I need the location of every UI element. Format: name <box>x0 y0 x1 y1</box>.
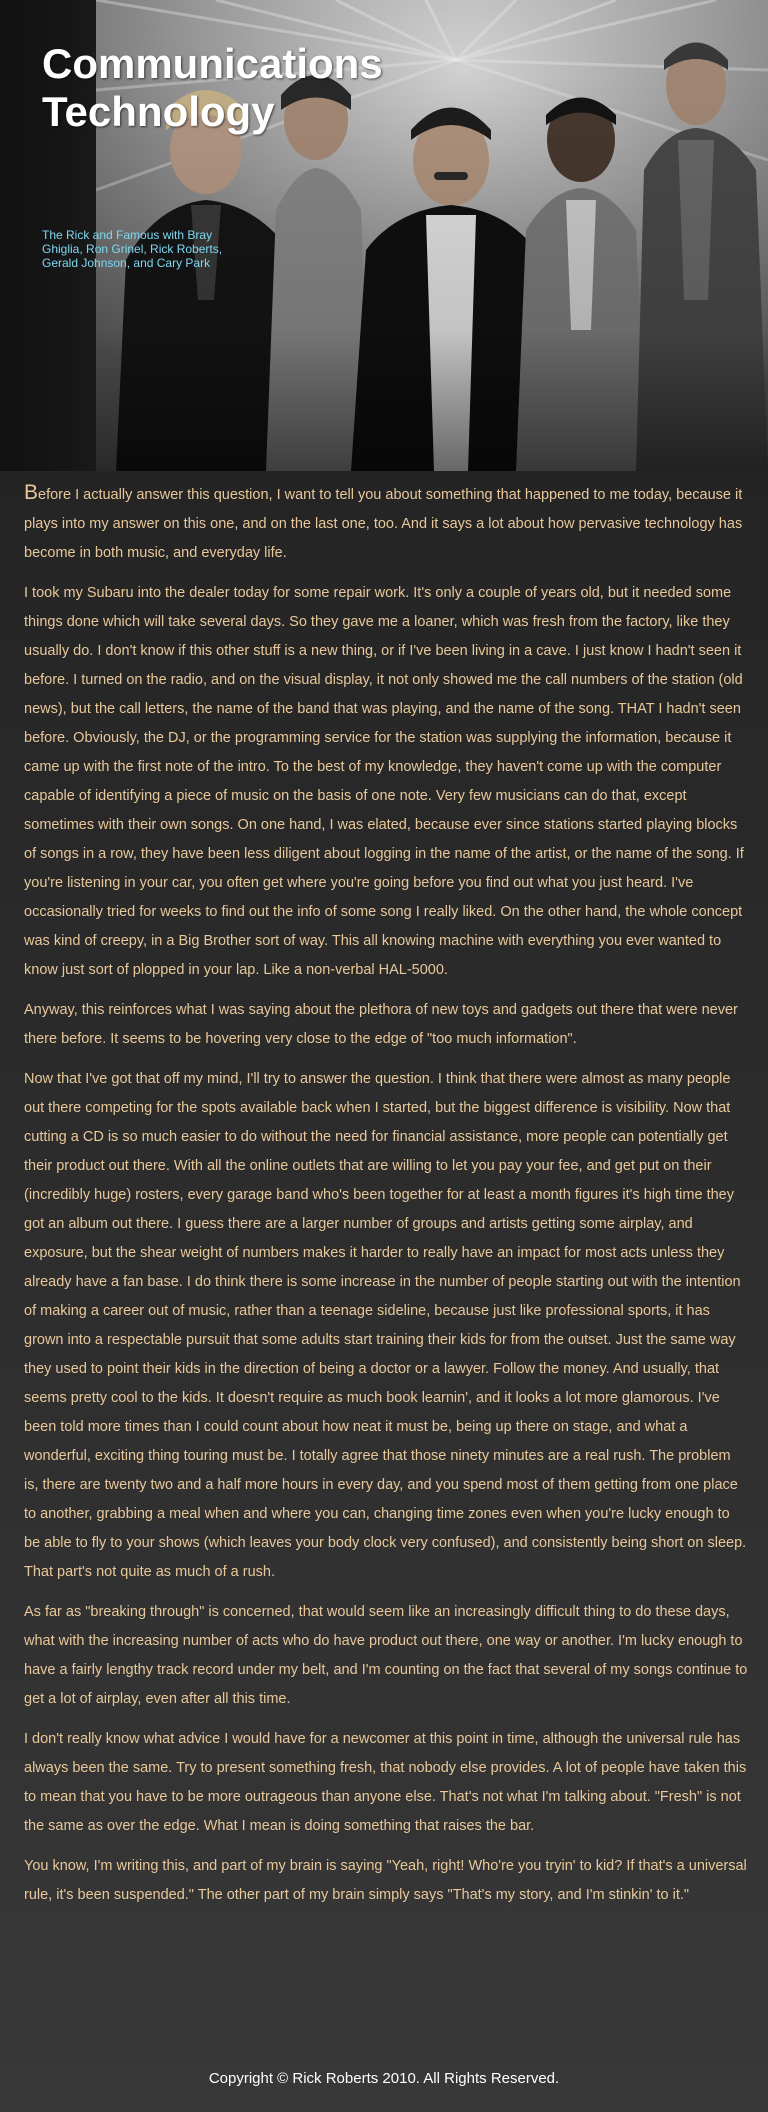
paragraph-1-text: efore I actually answer this question, I want to tell you about something that happened to me today, because it plays into my answer on this one, and on the last one, too. And it says a lot about how pervasive technology has become in both music, and everyday life. <box>24 487 743 561</box>
paragraph-3: Anyway, this reinforces what I was saying about the plethora of new toys and gadgets out there that were never there before. It seems to be hovering very close to the edge of "too much information". <box>24 1002 738 1047</box>
paragraph-6: I don't really know what advice I would have for a newcomer at this point in time, although the universal rule has always been the same. Try to present something fresh, that nobody else provides. A lot of people have taken this to mean that you have to be more outrageous than anyone else. That's not what I'm talking about. "Fresh" is not the same as over the edge. What I mean is doing something that raises the bar. <box>24 1731 747 1834</box>
drop-cap-letter: B <box>24 481 39 504</box>
footer-copyright: Copyright © Rick Roberts 2010. All Rights Reserved. <box>208 2070 560 2087</box>
paragraph-5: As far as "breaking through" is concerned, that would seem like an increasingly difficult thing to do these days, what with the increasing number of acts who do have product out there, one way or another. I'm lucky enough to have a fairly lengthy track record under my belt, and I'm counting on the fact that several of my songs continue to get a lot of airplay, even after all this time. <box>24 1604 748 1707</box>
photo-caption: The Rick and Famous with Bray Ghiglia, Ron Grinel, Rick Roberts, Gerald Johnson, and Cary Park <box>42 228 223 270</box>
paragraph-1 <box>24 478 748 568</box>
article-body <box>24 478 748 1921</box>
paragraph-7: You know, I'm writing this, and part of my brain is saying "Yeah, right! Who're you tryin' to kid? If that's a universal rule, it's been suspended." The other part of my brain simply says "That's my story, and I'm stinkin' to it." <box>24 1858 747 1903</box>
page-title <box>42 40 442 136</box>
header <box>0 0 768 471</box>
page-title-line1: Communications <box>42 40 383 87</box>
paragraph-2: I took my Subaru into the dealer today for some repair work. It's only a couple of years old, but it needed some things done which will take several days. So they gave me a loaner, which was fresh from the factory, like they usually do. I don't know if this other stuff is a new thing, or if I've been living in a cave. I just know I hadn't seen it before. I turned on the radio, and on the visual display, it not only showed me the call numbers of the station (old news), but the call letters, the name of the band that was playing, and the name of the song. THAT I hadn't seen before. Obviously, the DJ, or the programming service for the station was supplying the information, because it came up with the first note of the intro. To the best of my knowledge, they haven't come up with the computer capable of identifying a piece of music on the basis of one note. Very few musicians can do that, except sometimes with their own songs. On one hand, I was elated, because ever since stations started playing blocks of songs in a row, they have been less diligent about logging in the name of the artist, or the name of the song. If you're listening in your car, you often get where you're going before you find out what you just heard. I've occasionally tried for weeks to find out the info of some song I really liked. On the other hand, the whole concept was kind of creepy, in a Big Brother sort of way. This all knowing machine with everything you ever wanted to know just sort of plopped in your lap. Like a non-verbal HAL-5000. <box>24 585 744 978</box>
page-title-line2: Technology <box>42 88 275 135</box>
paragraph-4: Now that I've got that off my mind, I'll try to answer the question. I think that there were almost as many people out there competing for the spots available back when I started, but the biggest difference is visibility. Now that cutting a CD is so much easier to do without the need for financial assistance, more people can potentially get their product out there. With all the online outlets that are willing to let you pay your fee, and get put on their (incredibly huge) rosters, every garage band who's been together for at least a month figures it's high time they got an album out there. I guess there are a larger number of groups and artists getting some airplay, and exposure, but the shear weight of numbers makes it harder to really have an impact for most acts unless they already have a fan base. I do think there is some increase in the number of people starting out with the intention of making a career out of music, rather than a teenage sideline, because just like professional sports, it has grown into a respectable pursuit that some adults start training their kids for from the outset. Just the same way they used to point their kids in the direction of being a doctor or a lawyer. Follow the money. And usually, that seems pretty cool to the kids. It doesn't require as much book learnin', and it looks a lot more glamorous. I've been told more times than I could count about how neat it must be, being up there on stage, and what a wonderful, exciting thing touring must be. I totally agree that those ninety minutes are a real rush. The problem is, there are twenty two and a half more hours in every day, and you spend most of them getting from one place to another, grabbing a meal when and where you can, changing time zones even when you're lucky enough to be able to fly to your shows (which leaves your body clock very confused), and consistently being short on sleep. That part's not quite as much of a rush. <box>24 1071 747 1580</box>
